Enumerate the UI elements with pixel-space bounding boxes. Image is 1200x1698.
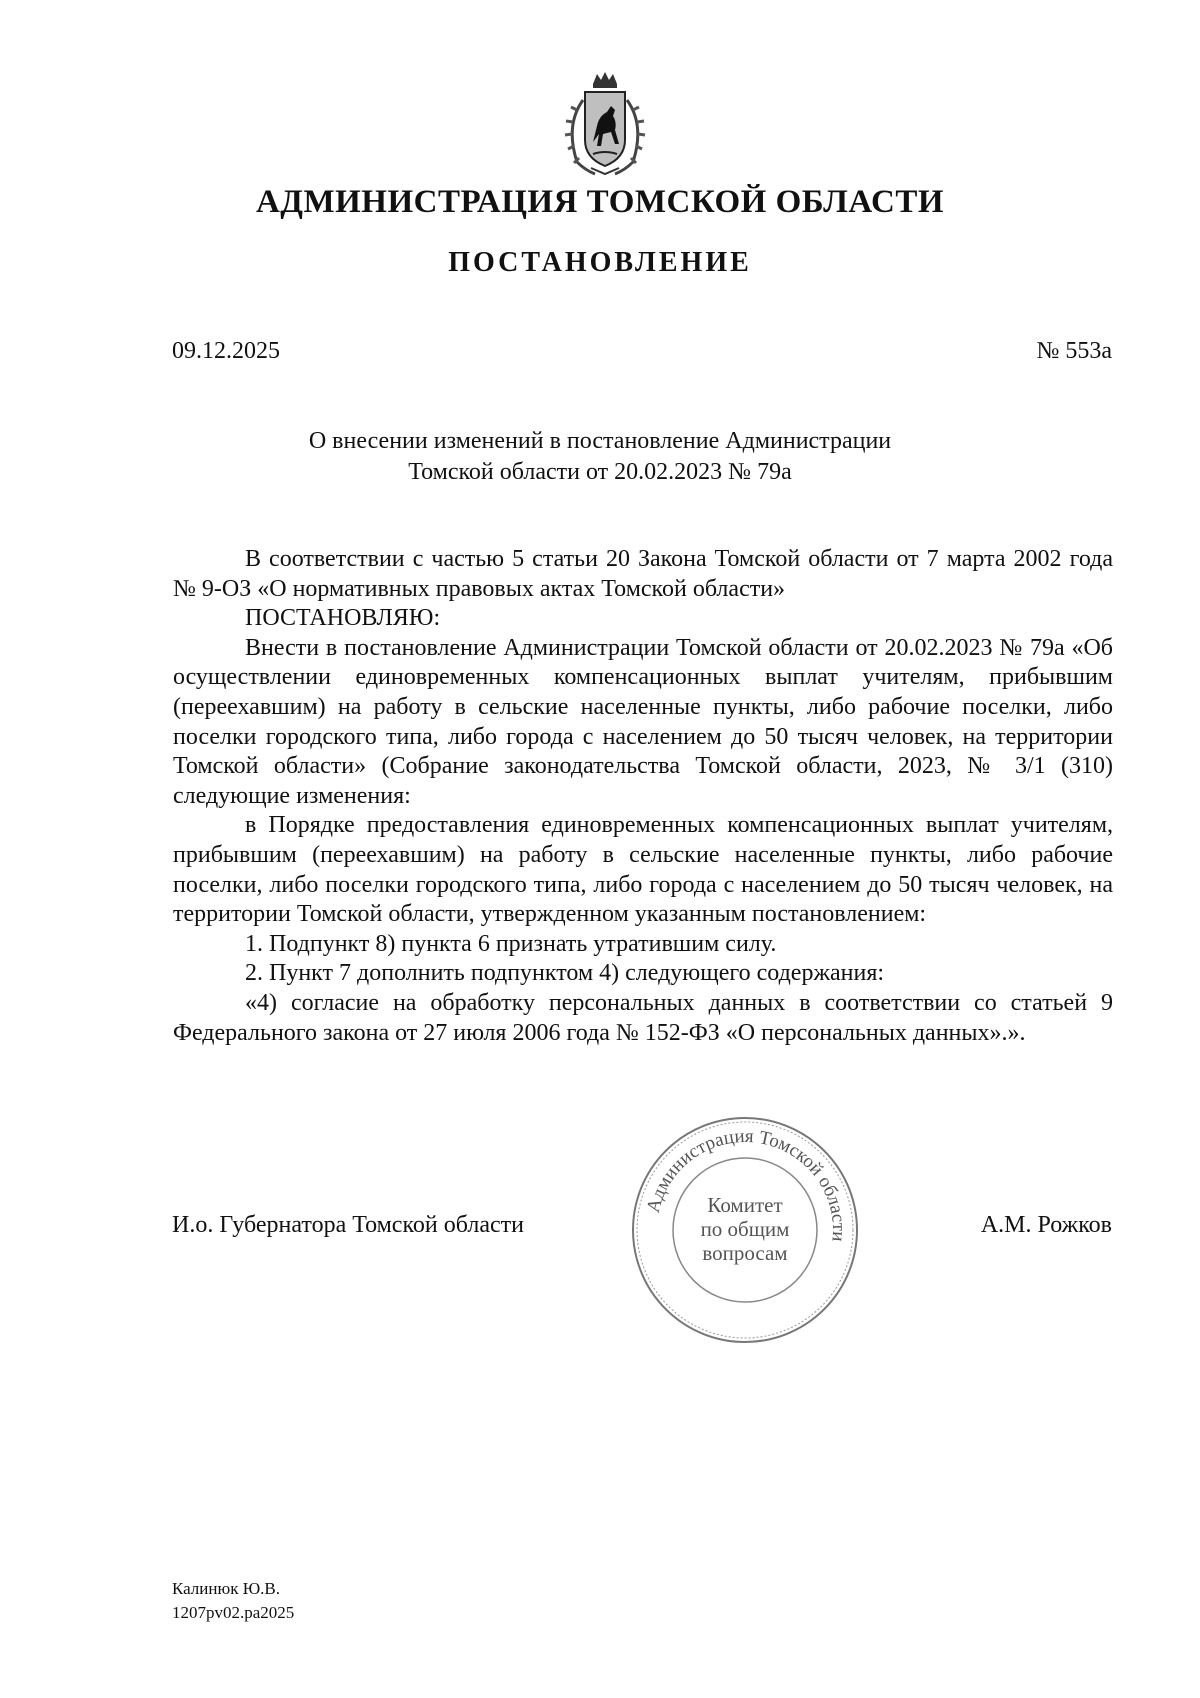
document-date: 09.12.2025 [172,338,280,364]
body-paragraph: 1. Подпункт 8) пункта 6 признать утратившим силу. [245,930,777,957]
body-paragraph: В соответствии с частью 5 статьи 20 Закона Томской области от 7 марта 2002 года № 9-ОЗ «О нормативных правовых актах Томской области» [173,546,1113,602]
tomsk-coat-of-arms-icon [555,70,655,180]
stamp-ring-text: Администрация Томской области [642,1125,850,1243]
organization-title: АДМИНИСТРАЦИЯ ТОМСКОЙ ОБЛАСТИ [255,184,945,220]
document-type-title: ПОСТАНОВЛЕНИЕ [448,247,752,278]
signatory-name: А.М. Рожков [980,1212,1112,1238]
stamp-center-line: Комитет [707,1193,783,1217]
resolution-keyword: ПОСТАНОВЛЯЮ: [245,605,441,632]
body-paragraph: 2. Пункт 7 дополнить подпунктом 4) следующего содержания: [245,960,885,987]
official-stamp [625,1110,865,1350]
body-paragraph: «4) согласие на обработку персональных данных в соответствии со статьей 9 Федерального закона от 27 июля 2006 года № 152-ФЗ «О персональных данных».». [173,989,1113,1046]
stamp-center-line: вопросам [702,1241,788,1265]
executor-name: Калинюк Ю.В. [172,1579,281,1598]
stamp-center-line: по общим [700,1217,790,1241]
document-code: 1207pv02.pa2025 [172,1603,295,1622]
subject-line: О внесении изменений в постановление Администрации [308,428,892,454]
body-paragraph: в Порядке предоставления единовременных компенсационных выплат учителям, прибывшим (переехавшим) на работу в сельские населенные пункты, либо рабочие поселки, либо поселки городского типа, либо города с населением до 50 тысяч человек, на территории Томской области, утвержденном указанным постановлением: [173,812,1113,928]
signatory-position: И.о. Губернатора Томской области [172,1212,524,1238]
document-subject [0,426,1200,488]
document-number: № 553а [1036,338,1112,364]
subject-line: Томской области от 20.02.2023 № 79а [408,459,792,485]
document-body [173,545,1113,1048]
body-paragraph: Внести в постановление Администрации Томской области от 20.02.2023 № 79а «Об осуществлении единовременных компенсационных выплат учителям, прибывшим (переехавшим) на работу в сельские населенные пункты, либо рабочие поселки, либо поселки городского типа, либо города с населением до 50 тысяч человек, на территории Томской области» (Собрание законодательства Томской области, 2023, № 3/1 (310) следующие изменения: [173,634,1113,809]
